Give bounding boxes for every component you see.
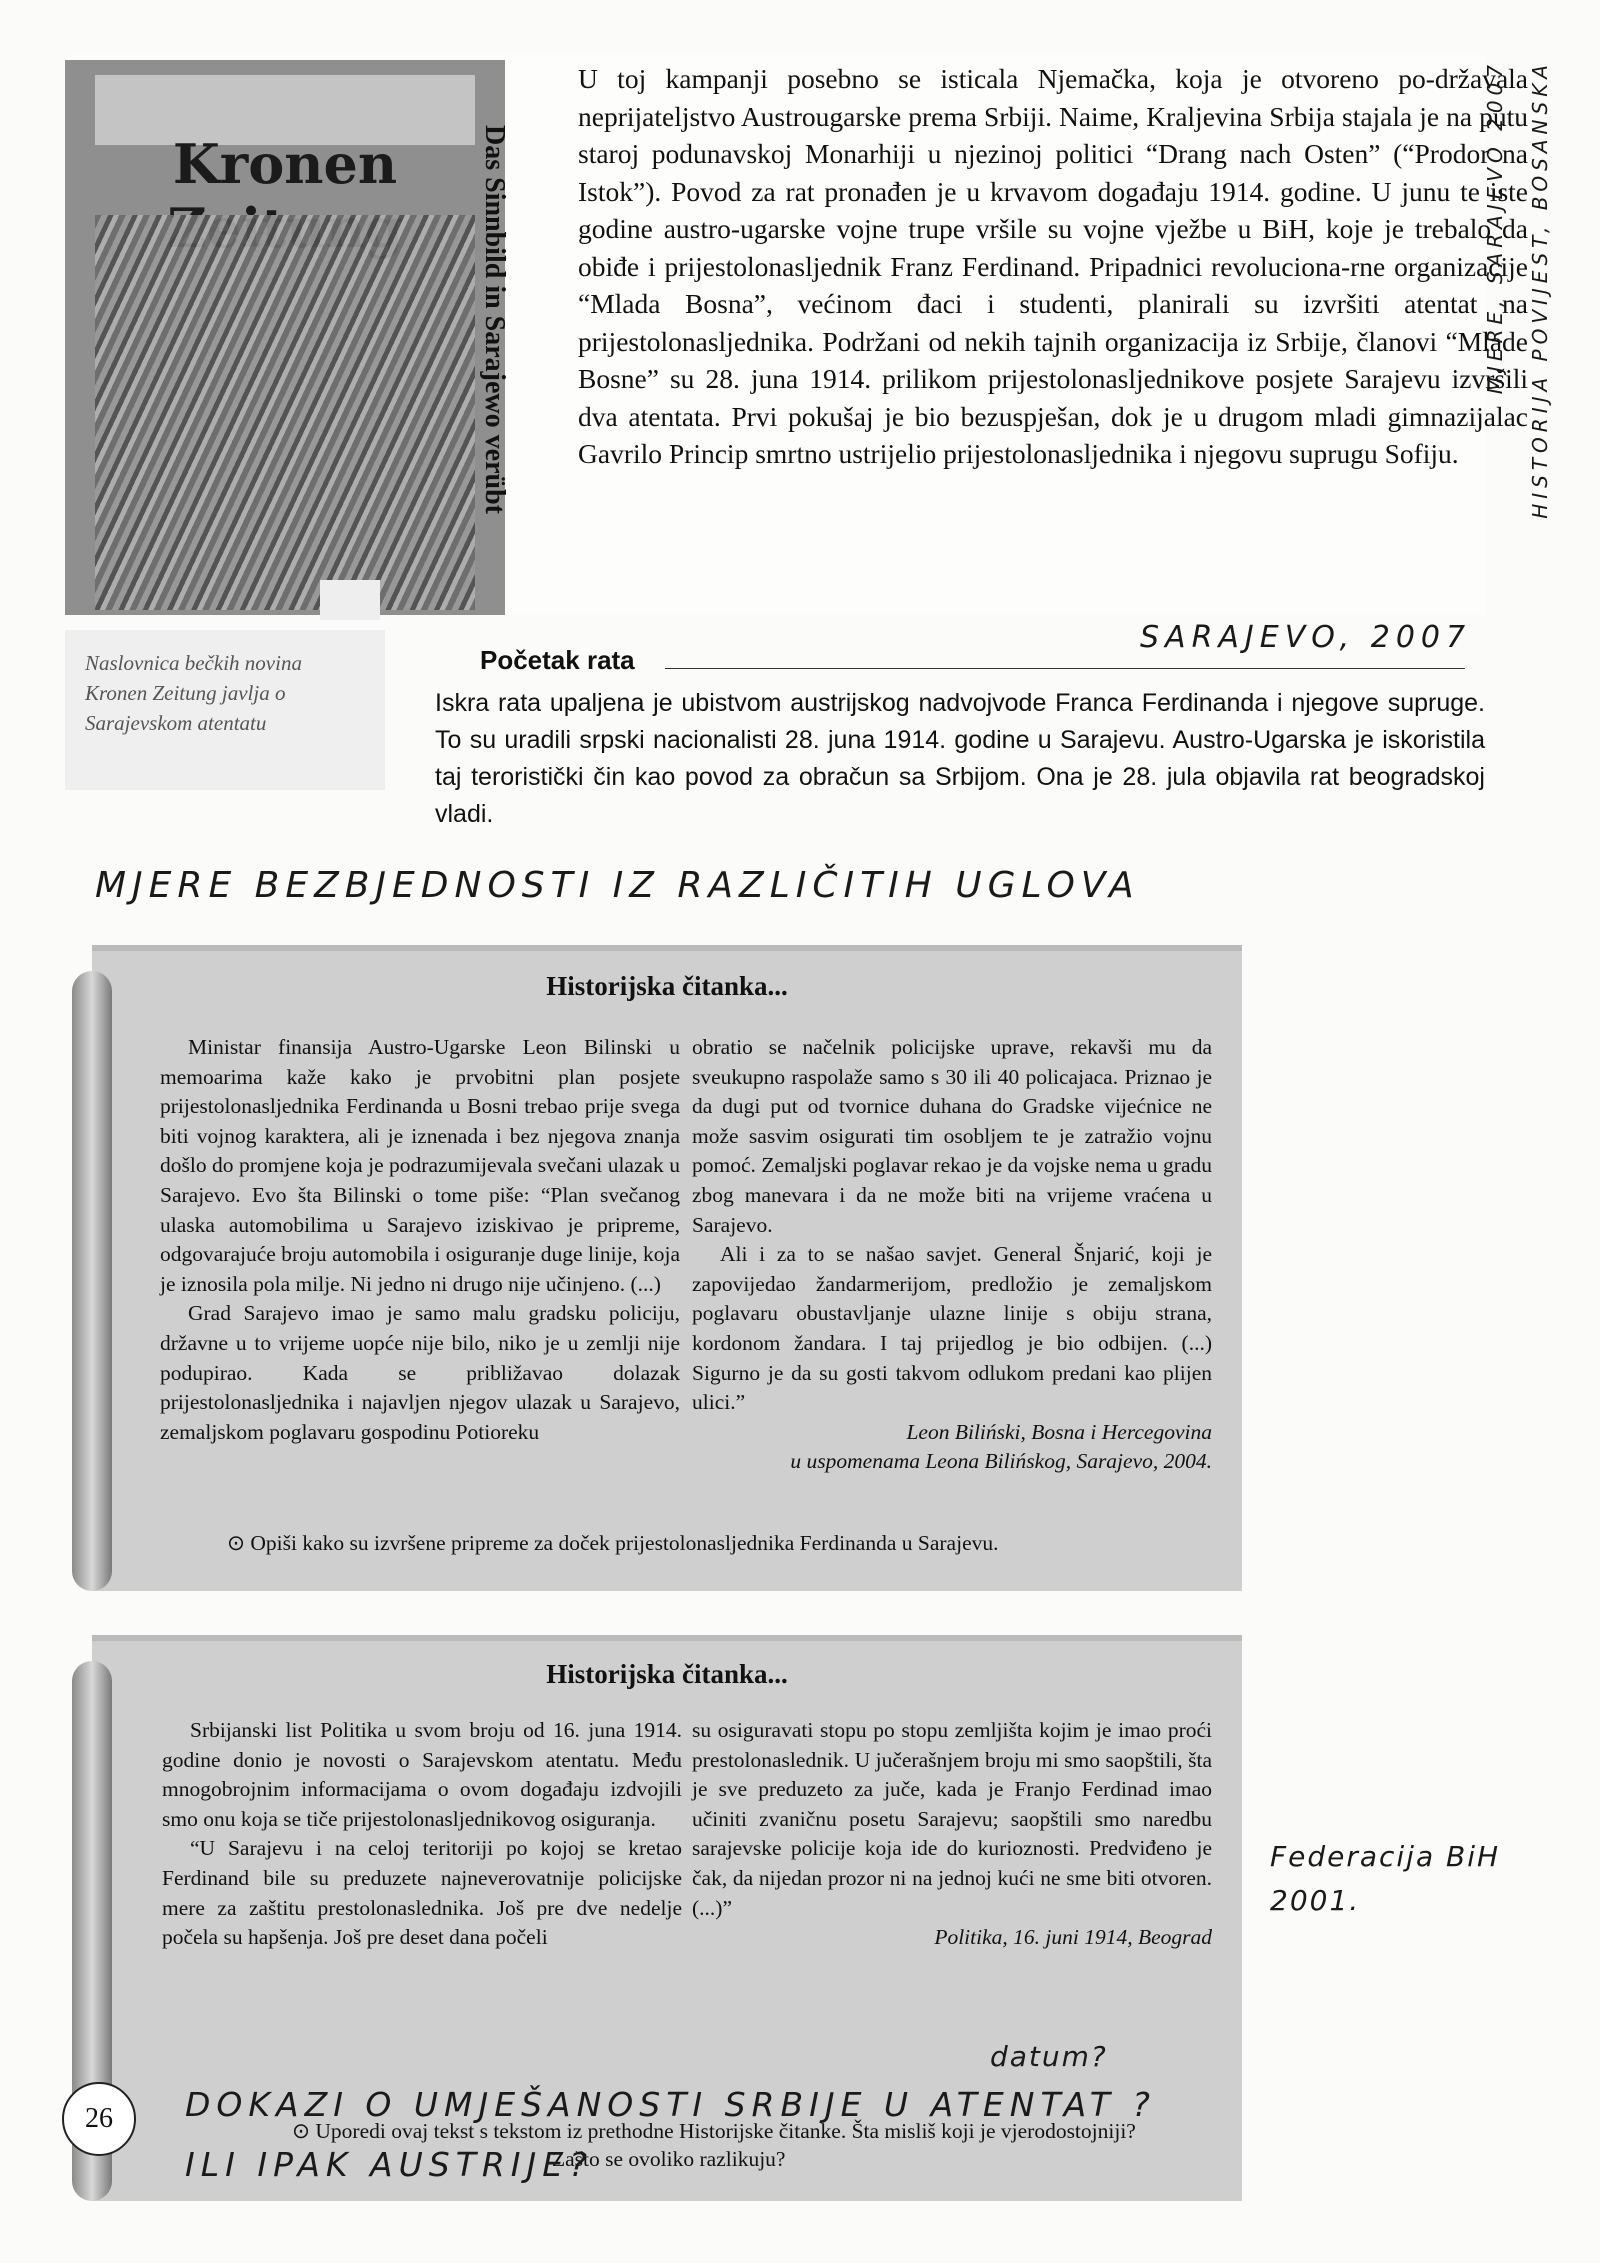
reader1-title: Historijska čitanka... [546,971,788,1001]
reader1-source-1: Leon Biliński, Bosna i Hercegovina [906,1419,1212,1444]
reader2-source: Politika, 16. juni 1914, Beograd [934,1925,1212,1950]
reader1-col1 [160,1033,680,1447]
scroll-roll [72,971,112,1591]
handwritten-question-1: DOKAZI O UMJEŠANOSTI SRBIJE U ATENTAT ? [185,2085,1156,2124]
reader1-col2 [692,1033,1212,1477]
reader2-col1-p1: Srbijanski list Politika u svom broju od 16. juna 1914. godine donio je novosti o Sarajevskom atentatu. Među mnogobrojnim informacijama o ovom događaju izdvojili smo onu koja se tiče prijestolonasljednikovog osiguranja. [162,1718,682,1831]
reader1-col2-p1: obratio se načelnik policijske uprave, rekavši mu da sveukupno raspolaže samo s 30 ili 40 policajaca. Priznao je da dugi put od tvornice duhana do Gradske vijećnice ne može sasvim osigurati tim osobljem te je zatražio vojnu pomoć. Zemaljski poglavar rekao je da vojske nema u gradu zbog manevara i da ne može biti na vrijeme vraćena u Sarajevo. [692,1035,1212,1237]
handwritten-heading: MJERE BEZBJEDNOSTI IZ RAZLIČITIH UGLOVA [95,865,1140,906]
reader2-col1-p2: “U Sarajevu i na celoj teritoriji po kojoj se kretao Ferdinand bile su preduzete najneverovatnije policijske mere za zaštitu prestolonaslednika. Još pre dve nedelje počela su hapšenja. Još pre deset dana počeli [162,1836,682,1950]
historijska-citanka-1 [92,945,1242,1591]
handwritten-federacija: Federacija BiH 2001. [1270,1840,1501,1917]
side-note-col2: MJERE, SARAJEVO 2007 [1483,60,1507,395]
side-note-col1: HISTORIJA POVIJEST, BOSANSKA [1528,60,1552,519]
top-paragraph-text: U toj kampanji posebno se isticala Njemačka, koja je otvoreno po-državala neprijateljstvo Austrougarske prema Srbiji. Naime, Kraljevina Srbija stajala je na putu staroj podunavskoj Monarhiji u njezinoj politici “Drang nach Osten” (“Prodor na Istok”). Povod za rat pronađen je u krvavom događaju 1914. godine. U junu te iste godine austro-ugarske vojne trupe vršile su vojne vježbe u BiH, koje je trebalo da obiđe i prijestolonasljednik Franz Ferdinand. Pripadnici revoluciona-rne organizacije “Mlada Bosna”, većinom đaci i studenti, planirali su izvršiti atentat na prijestolonasljednika. Podržani od nekih tajnih organizacija iz Srbije, članovi “Mlade Bosne” su 28. juna 1914. prilikom prijestolonasljednikove posjete Sarajevu izvršili dva atentata. Prvi pokušaj je bio bezuspješan, dok je u drugom mladi gimnazijalac Gavrilo Princip smrtno ustrijelio prijestolonasljednika i njegovu suprugu Sofiju. [578,63,1528,469]
handwritten-side-note [1468,60,1578,600]
handwritten-date: SARAJEVO, 2007 [1140,620,1472,655]
reader2-title: Historijska čitanka... [546,1659,788,1689]
newspaper-vertical-headline: Das Sinnbild in Sarajewo verübt [479,125,510,514]
page-number: 26 [62,2082,136,2156]
newspaper-caption: Naslovnica bečkih novina Kronen Zeitung javlja o Sarajevskom atentatu [65,630,385,790]
pocetak-rata-box [435,640,1495,840]
reader1-col1-p1: Ministar finansija Austro-Ugarske Leon Bilinski u memoarima kaže kako je prvobitni plan posjete prijestolonasljednika Ferdinanda u Bosni trebao prije svega biti vojnog karaktera, ali je iznenada i bez njegova znanja došlo do promjene koja je podrazumijevala svečani ulazak u Sarajevo. Evo šta Bilinski o tome piše: “Plan svečanog ulaska automobilima u Sarajevo iziskivao je pripreme, odgovarajuće broju automobila i osiguranje duge linije, koja je iznosila pola milje. Ni jedno ni drugo nije učinjeno. (...) [160,1035,680,1296]
handwritten-question-2: ILI IPAK AUSTRIJE? [185,2145,593,2184]
newspaper-title: Kronen [172,132,398,196]
reader1-source-2: u uspomenama Leona Bilińskog, Sarajevo, 2004. [790,1449,1212,1474]
divider [665,668,1465,669]
top-paragraph [578,60,1528,473]
reader2-col2 [692,1716,1212,1953]
reader2-task-1: ⊙ Uporedi ovaj tekst s tekstom iz prethodne Historijske čitanke. Šta misliš koji je vjerodostojniji? [292,2119,1136,2143]
reader2-col1 [162,1716,682,1953]
reader2-task-2: Zašto se ovoliko razlikuju? [552,2147,786,2171]
reader1-col1-p2: Grad Sarajevo imao je samo malu gradsku policiju, državne u to vrijeme uopće nije bilo, niko je u zemlji nije podupirao. Kada se približavao dolazak prijestolonasljednika i najavljen njegov ulazak u Sarajevo, zemaljskom poglavaru gospodinu Potioreku [160,1301,680,1444]
reader1-task: ⊙ Opiši kako su izvršene pripreme za doček prijestolonasljednika Ferdinanda u Sarajevu. [227,1531,999,1555]
publisher-logo [320,580,380,620]
pocetak-text: Iskra rata upaljena je ubistvom austrijskog nadvojvode Franca Ferdinanda i njegove supruge. To su uradili srpski nacionalisti 28. juna 1914. godine u Sarajevu. Austro-Ugarska je iskoristila taj teroristički čin kao povod za obračun sa Srbijom. Ona je 28. jula objavila rat beogradskoj vladi. [435,689,1485,828]
handwritten-datum: datum? [990,2040,1108,2073]
reader1-col2-p2: Ali i za to se našao savjet. General Šnjarić, koji je zapovijedao žandarmerijom, predložio je zemaljskom poglavaru obustavljanje ulazne linije s obiju strana, kordonom žandara. I taj prijedlog je bio odbijen. (...) Sigurno je da su gosti takvom odlukom predani kao plijen ulici.” [692,1242,1212,1415]
reader2-col2-p1: su osiguravati stopu po stopu zemljišta kojim je imao proći prestolonaslednik. U jučerašnjem broju mi smo saopštili, šta je sve preduzeto za juče, kada je Franjo Ferdinad imao učiniti zvaničnu posetu Sarajevu; saopštili smo naredbu sarajevske policije koja ide do kurioznosti. Predviđeno je čak, da nijedan prozor ni na jednoj kući ne sme biti otvoren. (...)” [692,1718,1212,1920]
newspaper-image [65,60,510,615]
pocetak-title: Početak rata [480,645,635,675]
newspaper-illustration [95,215,475,610]
